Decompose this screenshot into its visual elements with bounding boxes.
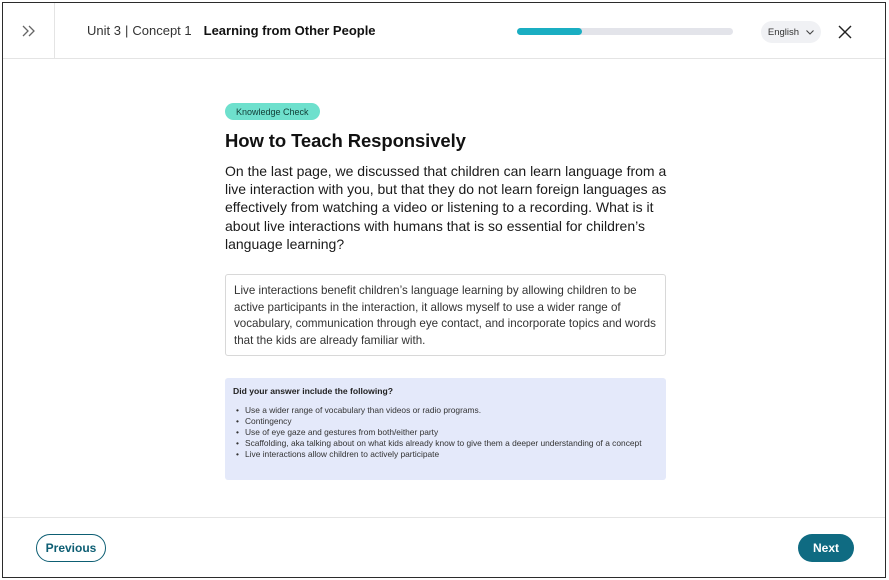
feedback-title: Did your answer include the following? [233, 386, 393, 396]
feedback-list [233, 405, 658, 460]
page-title: How to Teach Responsively [225, 130, 466, 151]
feedback-item: • Contingency [233, 416, 658, 427]
lesson-window [2, 2, 886, 578]
close-icon [838, 25, 852, 39]
progress-bar-fill [517, 28, 582, 35]
unit-label: Unit 3 [87, 23, 121, 38]
breadcrumb [87, 23, 376, 38]
next-button[interactable]: Next [798, 534, 854, 562]
top-bar [3, 3, 885, 59]
breadcrumb-separator: | [124, 23, 129, 38]
feedback-item: • Use of eye gaze and gestures from both/either party [233, 427, 658, 438]
feedback-item: • Live interactions allow children to actively participate [233, 449, 658, 460]
feedback-panel [225, 378, 666, 480]
language-label: English [767, 26, 800, 38]
answer-input[interactable]: Live interactions benefit children’s language learning by allowing children to be active participants in the interaction, it allows myself to use a wider range of vocabulary, communication through eye contact, and incorporate topics and words that the kids are already familiar with. [225, 274, 666, 356]
knowledge-check-badge: Knowledge Check [225, 103, 320, 120]
close-button[interactable] [835, 22, 855, 42]
previous-button[interactable]: Previous [36, 534, 106, 562]
chevron-down-icon [806, 30, 814, 35]
expand-sidebar-button[interactable] [3, 3, 55, 59]
feedback-item: • Scaffolding, aka talking about on what kids already know to give them a deeper understanding of a concept [233, 438, 658, 449]
progress-bar [517, 28, 733, 35]
double-chevron-right-icon [22, 25, 36, 37]
bottom-bar [3, 517, 885, 577]
language-selector[interactable] [761, 21, 821, 43]
lesson-title: Learning from Other People [203, 23, 376, 38]
concept-label: Concept 1 [132, 23, 192, 38]
question-text: On the last page, we discussed that children can learn language from a live interaction with you, but that they do not learn foreign languages as effectively from watching a video or listening to a recording. What is it about live interactions with humans that is so essential for children’s language learning? [225, 163, 667, 252]
feedback-item: • Use a wider range of vocabulary than videos or radio programs. [233, 405, 658, 416]
